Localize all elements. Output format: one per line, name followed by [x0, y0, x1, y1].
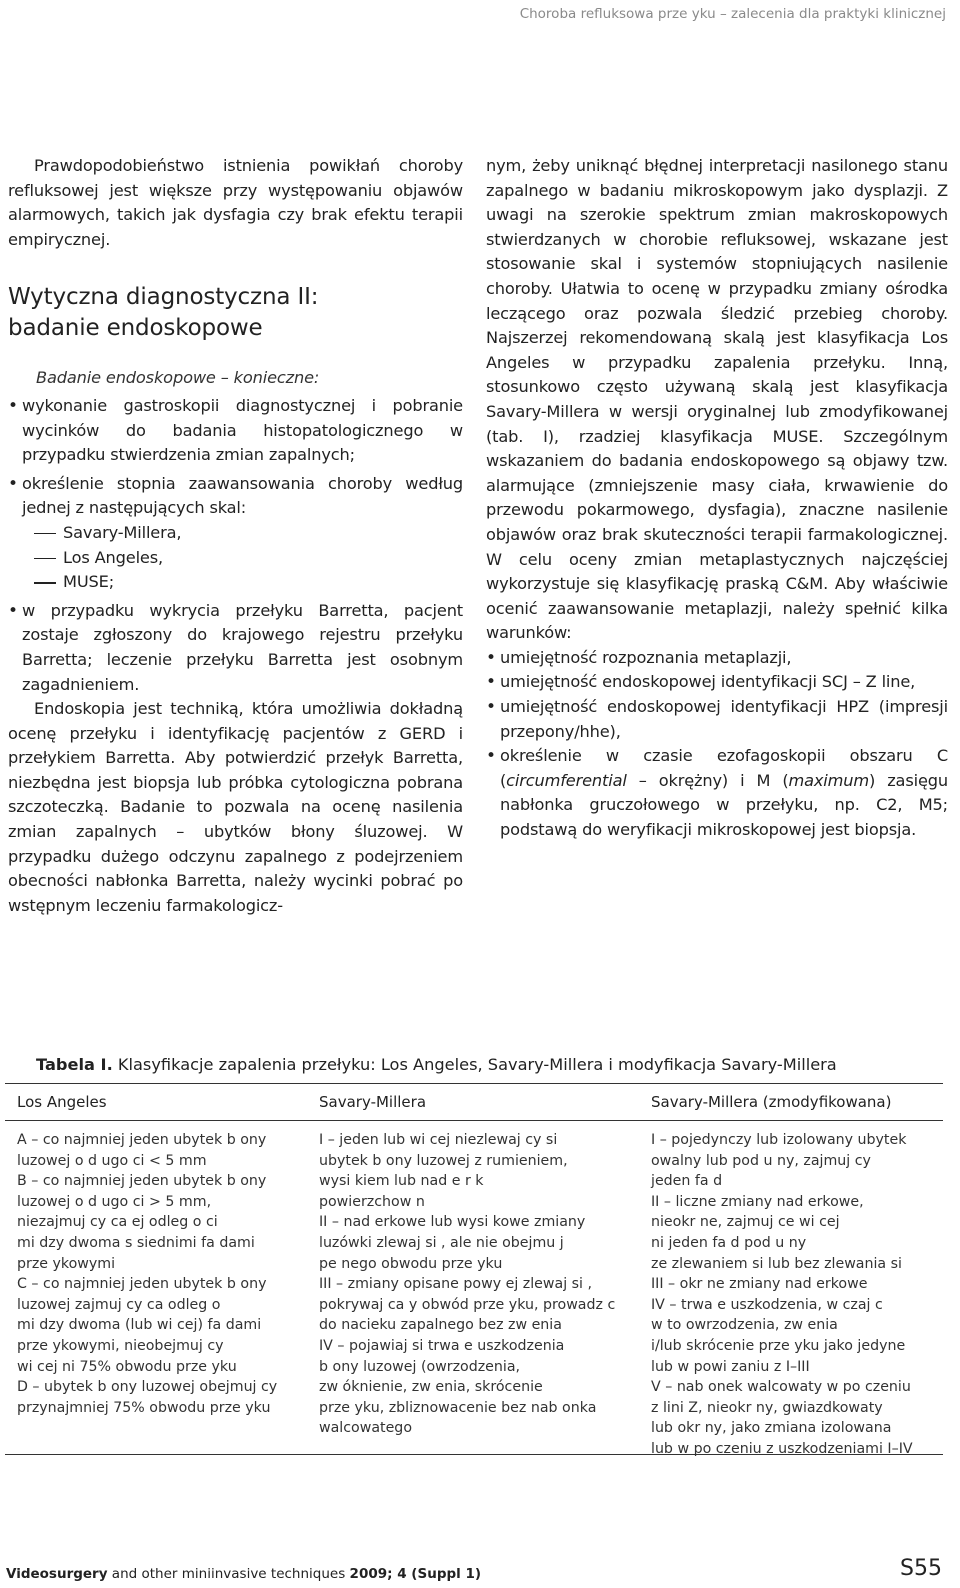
- table-header-row: [5, 1084, 943, 1121]
- table-cell-line: lub w powi zaniu z I–III: [651, 1358, 810, 1375]
- right-column: [486, 154, 948, 843]
- scale-item: Savary-Millera,: [8, 521, 463, 546]
- table-cell-line: A – co najmniej jeden ubytek b ony: [17, 1132, 267, 1148]
- table-cell-line: D – ubytek b ony luzowej obejmuj cy: [17, 1379, 278, 1396]
- condition-bullet: • umiejętność rozpoznania metaplazji,: [486, 646, 948, 671]
- table-caption-label: Tabela I.: [36, 1055, 113, 1074]
- table-cell-line: z lini Z, nieokr ny, gwiazdkowaty: [651, 1399, 883, 1416]
- table-cell-line: pe nego obwodu prze yku: [319, 1255, 503, 1272]
- table-cell-line: owalny lub pod u ny, zajmuj cy: [651, 1152, 871, 1169]
- table-cell-line: III – okr ne zmiany nad erkowe: [651, 1276, 868, 1293]
- table-caption-text: Klasyfikacje zapalenia przełyku: Los Angeles, Savary-Millera i modyfikacja Savary-Millera: [112, 1055, 837, 1074]
- condition-bullet: [486, 744, 948, 842]
- bullet-italic: maximum: [788, 770, 869, 790]
- table-column-savary-miller-modified: [651, 1130, 913, 1460]
- scale-item: Los Angeles,: [8, 546, 463, 571]
- table-cell-line: II – liczne zmiany nad erkowe,: [651, 1193, 864, 1210]
- table-caption: [36, 1055, 837, 1074]
- table-header-cell: Los Angeles: [17, 1093, 107, 1111]
- section-heading-line1: Wytyczna diagnostyczna II:: [8, 284, 319, 311]
- table-cell-line: jeden fa d: [651, 1173, 723, 1190]
- condition-bullet: • umiejętność endoskopowej identyfikacji SCJ – Z line,: [486, 670, 948, 695]
- table-cell-line: lub w po czeniu z uszkodzeniami I–IV: [651, 1440, 913, 1457]
- table-cell-line: IV – trwa e uszkodzenia, w czaj c: [651, 1296, 883, 1313]
- journal-citation: 2009; 4 (Suppl 1): [349, 1566, 482, 1582]
- table-cell-line: II – nad erkowe lub wysi kowe zmiany: [319, 1214, 586, 1231]
- table-cell-line: III – zmiany opisane powy ej zlewaj si ,: [319, 1276, 593, 1293]
- recommendation-bullet: • w przypadku wykrycia przełyku Barretta, pacjent zostaje zgłoszony do krajowego rejestru przełyku Barretta; leczenie przełyku Barretta jest osobnym zagadnieniem.: [8, 599, 463, 697]
- table-cell-line: ze zlewaniem si lub bez zlewania si: [651, 1255, 902, 1272]
- running-header: Choroba refluksowa prze yku – zalecenia dla praktyki klinicznej: [519, 6, 946, 22]
- recommendation-subheading: Badanie endoskopowe – konieczne:: [36, 368, 320, 388]
- table-cell-line: b ony luzowej (owrzodzenia,: [319, 1358, 521, 1375]
- table-cell-line: mi dzy dwoma (lub wi cej) fa dami: [17, 1317, 262, 1334]
- bullet-italic: circumferential: [506, 770, 627, 790]
- table-cell-line: luzowej o d ugo ci > 5 mm,: [17, 1193, 212, 1210]
- table-column-savary-miller: [319, 1130, 615, 1439]
- table-cell-line: I – jeden lub wi cej niezlewaj cy si: [319, 1132, 558, 1148]
- table-cell-line: prze yku, zbliznowacenie bez nab onka: [319, 1399, 597, 1416]
- table-cell-line: powierzchow n: [319, 1193, 425, 1210]
- classification-table: [5, 1083, 943, 1455]
- endoscopy-paragraph: Endoskopia jest techniką, która umożliwia dokładną ocenę przełyku i identyfikację pacjentów z GERD i przełykiem Barretta. Aby potwierdzić przełyk Barretta, niezbędna jest biopsja lub próbka cytologiczna pobrana szczoteczką. Badanie to pozwala na ocenę nasilenia zmian zapalnych – ubytków błony śluzowej. W przypadku dużego odczynu zapalnego z podejrzeniem obecności nabłonka Barretta, należy wycinki pobrać po wstępnym leczeniu farmakologicz-: [8, 699, 463, 915]
- table-cell-line: I – pojedynczy lub izolowany ubytek: [651, 1132, 907, 1148]
- left-column: [8, 154, 463, 918]
- table-cell-line: luzowej zajmuj cy ca odleg o: [17, 1296, 221, 1313]
- table-cell-line: wi cej ni 75% obwodu prze yku: [17, 1358, 237, 1375]
- table-cell-line: ubytek b ony luzowej z rumieniem,: [319, 1152, 568, 1169]
- table-cell-line: nieokr ne, zajmuj ce wi cej: [651, 1214, 840, 1231]
- recommendation-bullet: • określenie stopnia zaawansowania choroby według jednej z następujących skal:: [8, 472, 463, 521]
- table-cell-line: luzowej o d ugo ci < 5 mm: [17, 1152, 207, 1169]
- journal-name: Videosurgery: [6, 1566, 108, 1582]
- journal-subtitle: and other miniinvasive techniques: [107, 1566, 350, 1582]
- table-cell-line: B – co najmniej jeden ubytek b ony: [17, 1173, 267, 1190]
- table-cell-line: pokrywaj ca y obwód prze yku, prowadz c: [319, 1296, 616, 1313]
- table-cell-line: V – nab onek walcowaty w po czeniu: [651, 1379, 911, 1396]
- condition-bullet: • umiejętność endoskopowej identyfikacji HPZ (impresji przepony/hhe),: [486, 695, 948, 744]
- table-cell-line: lub okr ny, jako zmiana izolowana: [651, 1420, 892, 1437]
- table-cell-line: prze ykowymi, nieobejmuj cy: [17, 1337, 224, 1354]
- table-cell-line: do nacieku zapalnego bez zw enia: [319, 1317, 562, 1334]
- table-cell-line: C – co najmniej jeden ubytek b ony: [17, 1276, 267, 1293]
- table-cell-line: mi dzy dwoma s siednimi fa dami: [17, 1234, 255, 1251]
- table-cell-line: prze ykowymi: [17, 1255, 116, 1272]
- table-cell-line: przynajmniej 75% obwodu prze yku: [17, 1399, 271, 1416]
- table-header-cell: Savary-Millera (zmodyfikowana): [651, 1093, 892, 1111]
- table-cell-line: niezajmuj cy ca ej odleg o ci: [17, 1214, 218, 1231]
- table-cell-line: w to owrzodzenia, zw enia: [651, 1317, 838, 1334]
- section-heading-line2: badanie endoskopowe: [8, 315, 263, 342]
- section-heading: [8, 282, 463, 344]
- page-number: S55: [900, 1556, 942, 1581]
- table-column-los-angeles: [17, 1130, 277, 1418]
- table-cell-line: walcowatego: [319, 1420, 412, 1437]
- table-cell-line: wysi kiem lub nad e r k: [319, 1173, 484, 1190]
- bullet-text: ) zasięgu nabłonka gruczołowego w przełyku, np. C2, M5; podstawą do weryfikacji mikroskopowej jest biopsja.: [500, 770, 948, 840]
- bullet-text: określenie w czasie ezofagoskopii obszaru C (: [500, 746, 948, 790]
- scale-item: MUSE;: [8, 570, 463, 595]
- continuation-paragraph: nym, żeby uniknąć błędnej interpretacji nasilonego stanu zapalnego w badaniu mikroskopowym jako dysplazji. Z uwagi na szerokie spektrum zmian makroskopowych stwierdzanych w chorobie refluksowej, wskazane jest stosowanie skal i systemów stopniujących nasilenie choroby. Ułatwia to ocenę w przypadku zmiany ośrodka leczącego oraz pozwala śledzić przebieg choroby. Najszerzej rekomendowaną skalą jest klasyfikacja Los Angeles w przypadku zapalenia przełyku. Inną, stosunkowo często używaną skalą jest klasyfikacja Savary-Millera w wersji oryginalnej lub zmodyfikowanej (tab. I), rzadziej klasyfikacja MUSE. Szczególnym wskazaniem do badania endoskopowego są objawy tzw. alarmujące (zmniejszenie masy ciała, krwawienie do przewodu pokarmowego, dysfagia), znaczne nasilenie objawów oraz brak skuteczności terapii farmakologicznej. W celu oceny zmian metaplastycznych najczęściej wykorzystuje się klasyfikację praską C&M. Aby właściwie ocenić zaawansowanie metaplazji, należy spełnić kilka warunków:: [486, 156, 948, 643]
- bullet-text: – okrężny) i M (: [626, 770, 789, 790]
- table-cell-line: luzówki zlewaj si , ale nie obejmu j: [319, 1234, 564, 1251]
- table-cell-line: IV – pojawiaj si trwa e uszkodzenia: [319, 1337, 565, 1354]
- recommendation-bullet: • wykonanie gastroskopii diagnostycznej i pobranie wycinków do badania histopatologicznego w przypadku stwierdzenia zmian zapalnych;: [8, 394, 463, 468]
- journal-footer: [6, 1566, 481, 1582]
- intro-paragraph: Prawdopodobieństwo istnienia powikłań choroby refluksowej jest większe przy występowaniu objawów alarmowych, takich jak dysfagia czy brak efektu terapii empirycznej.: [8, 156, 463, 249]
- table-header-cell: Savary-Millera: [319, 1093, 427, 1111]
- table-cell-line: zw óknienie, zw enia, skrócenie: [319, 1379, 543, 1396]
- table-cell-line: i/lub skrócenie prze yku jako jedyne: [651, 1337, 906, 1354]
- table-cell-line: ni jeden fa d pod u ny: [651, 1234, 807, 1251]
